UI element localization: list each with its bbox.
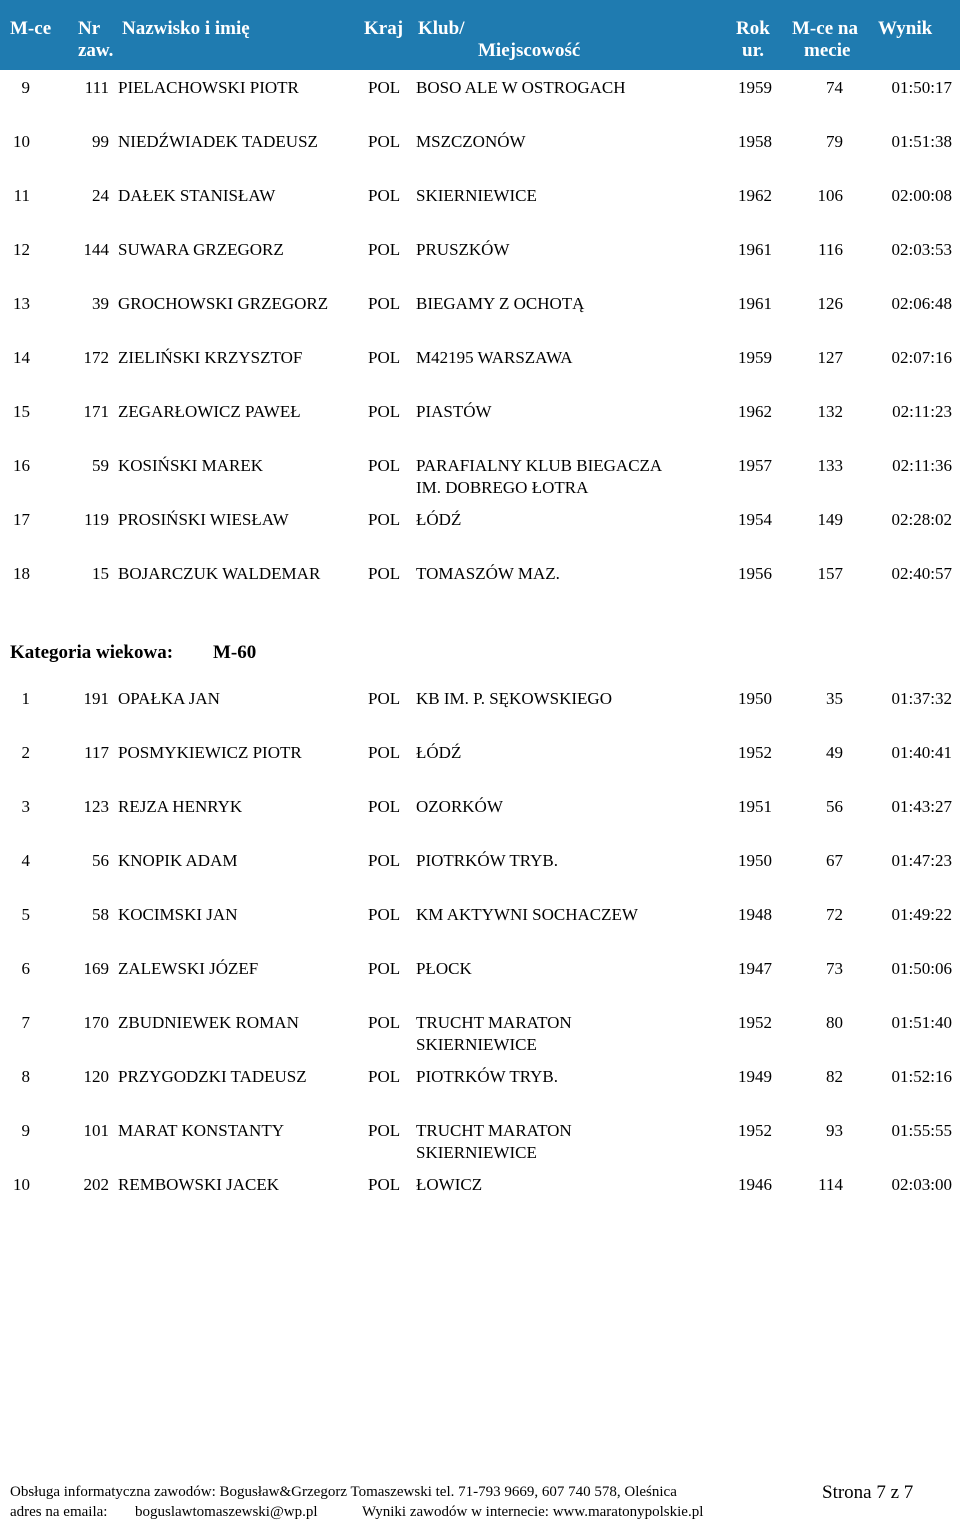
club-cell: TOMASZÓW MAZ. <box>416 564 560 583</box>
club-cell: BOSO ALE W OSTROGACH <box>416 78 626 97</box>
club-cell: OZORKÓW <box>416 797 503 816</box>
country-cell: POL <box>368 797 401 816</box>
runner-name-cell: NIEDŹWIADEK TADEUSZ <box>118 132 318 151</box>
runner-name-cell: BOJARCZUK WALDEMAR <box>118 564 321 583</box>
club-cell: PIOTRKÓW TRYB. <box>416 851 559 870</box>
runner-name-cell: ZALEWSKI JÓZEF <box>118 959 259 978</box>
club-cell-line2: SKIERNIEWICE <box>416 1035 537 1054</box>
bib-number-cell: 191 <box>83 689 109 708</box>
bib-number-cell: 117 <box>84 743 109 762</box>
footer-email[interactable]: boguslawtomaszewski@wp.pl <box>135 1504 318 1520</box>
result-time-cell: 01:52:16 <box>891 1067 952 1086</box>
result-time-cell: 01:37:32 <box>891 689 952 708</box>
result-time-cell: 02:11:23 <box>892 402 952 421</box>
place-cell: 2 <box>21 743 30 762</box>
runner-name-cell: MARAT KONSTANTY <box>118 1121 284 1140</box>
country-cell: POL <box>368 186 401 205</box>
club-cell: KM AKTYWNI SOCHACZEW <box>416 905 638 924</box>
place-cell: 15 <box>13 402 30 421</box>
result-time-cell: 01:55:55 <box>891 1121 952 1140</box>
overall-place-cell: 73 <box>826 959 843 978</box>
runner-name-cell: KOSIŃSKI MAREK <box>118 456 263 475</box>
overall-place-cell: 93 <box>826 1121 843 1140</box>
overall-place-cell: 127 <box>817 348 843 367</box>
result-time-cell: 02:11:36 <box>892 456 952 475</box>
country-cell: POL <box>368 1121 401 1140</box>
country-cell: POL <box>368 402 401 421</box>
overall-place-cell: 132 <box>817 402 843 421</box>
place-cell: 4 <box>21 851 30 870</box>
birth-year-cell: 1948 <box>738 905 772 924</box>
club-cell: PIASTÓW <box>416 402 492 421</box>
footer-credits: Obsługa informatyczna zawodów: Bogusław&Grzegorz Tomaszewski tel. 71-793 9669, 607 740 578, Oleśnica <box>10 1484 677 1500</box>
runner-name-cell: REMBOWSKI JACEK <box>118 1175 280 1194</box>
country-cell: POL <box>368 905 401 924</box>
result-time-cell: 02:28:02 <box>891 510 952 529</box>
header-club-sub: Miejscowość <box>478 40 581 61</box>
header-place: M-ce <box>10 18 52 39</box>
category-label: Kategoria wiekowa: <box>10 642 174 663</box>
overall-place-cell: 133 <box>817 456 843 475</box>
club-cell: ŁOWICZ <box>416 1175 483 1194</box>
place-cell: 3 <box>21 797 30 816</box>
birth-year-cell: 1962 <box>738 402 772 421</box>
birth-year-cell: 1952 <box>738 743 772 762</box>
birth-year-cell: 1959 <box>738 348 772 367</box>
runner-name-cell: GROCHOWSKI GRZEGORZ <box>118 294 329 313</box>
category-value: M-60 <box>213 642 257 663</box>
club-cell: TRUCHT MARATON <box>416 1121 572 1140</box>
place-cell: 10 <box>13 1175 30 1194</box>
birth-year-cell: 1950 <box>738 851 772 870</box>
header-result: Wynik <box>878 18 933 39</box>
place-cell: 9 <box>21 78 30 97</box>
runner-name-cell: ZBUDNIEWEK ROMAN <box>118 1013 299 1032</box>
birth-year-cell: 1956 <box>738 564 772 583</box>
club-cell: ŁÓDŹ <box>416 510 462 529</box>
bib-number-cell: 169 <box>83 959 109 978</box>
country-cell: POL <box>368 1067 401 1086</box>
overall-place-cell: 82 <box>826 1067 843 1086</box>
result-time-cell: 01:43:27 <box>891 797 952 816</box>
place-cell: 14 <box>13 348 30 367</box>
country-cell: POL <box>368 1013 401 1032</box>
club-cell: PIOTRKÓW TRYB. <box>416 1067 559 1086</box>
club-cell-line2: SKIERNIEWICE <box>416 1143 537 1162</box>
birth-year-cell: 1959 <box>738 78 772 97</box>
bib-number-cell: 111 <box>84 78 109 97</box>
runner-name-cell: PIELACHOWSKI PIOTR <box>118 78 299 97</box>
overall-place-cell: 79 <box>826 132 843 151</box>
bib-number-cell: 171 <box>83 402 109 421</box>
result-time-cell: 02:07:16 <box>891 348 952 367</box>
birth-year-cell: 1958 <box>738 132 772 151</box>
header-name: Nazwisko i imię <box>122 18 250 39</box>
bib-number-cell: 15 <box>92 564 109 583</box>
bib-number-cell: 123 <box>83 797 109 816</box>
overall-place-cell: 72 <box>826 905 843 924</box>
place-cell: 6 <box>21 959 30 978</box>
overall-place-cell: 74 <box>826 78 843 97</box>
bib-number-cell: 170 <box>83 1013 109 1032</box>
country-cell: POL <box>368 294 401 313</box>
bib-number-cell: 24 <box>92 186 109 205</box>
bib-number-cell: 119 <box>84 510 109 529</box>
club-cell: PRUSZKÓW <box>416 240 510 259</box>
result-time-cell: 02:03:53 <box>891 240 952 259</box>
country-cell: POL <box>368 689 401 708</box>
runner-name-cell: KNOPIK ADAM <box>118 851 238 870</box>
bib-number-cell: 172 <box>83 348 109 367</box>
club-cell: PŁOCK <box>416 959 472 978</box>
bib-number-cell: 120 <box>83 1067 109 1086</box>
result-time-cell: 02:03:00 <box>891 1175 952 1194</box>
club-cell: TRUCHT MARATON <box>416 1013 572 1032</box>
header-catplace: M-ce na <box>792 18 858 39</box>
club-cell: M42195 WARSZAWA <box>416 348 573 367</box>
overall-place-cell: 67 <box>826 851 843 870</box>
overall-place-cell: 116 <box>818 240 843 259</box>
country-cell: POL <box>368 456 401 475</box>
country-cell: POL <box>368 959 401 978</box>
birth-year-cell: 1961 <box>738 294 772 313</box>
place-cell: 18 <box>13 564 30 583</box>
result-time-cell: 02:00:08 <box>891 186 952 205</box>
overall-place-cell: 80 <box>826 1013 843 1032</box>
place-cell: 13 <box>13 294 30 313</box>
bib-number-cell: 39 <box>92 294 109 313</box>
bib-number-cell: 56 <box>92 851 109 870</box>
result-time-cell: 02:06:48 <box>891 294 952 313</box>
country-cell: POL <box>368 743 401 762</box>
runner-name-cell: SUWARA GRZEGORZ <box>118 240 284 259</box>
header-nr: Nr <box>78 18 101 39</box>
country-cell: POL <box>368 564 401 583</box>
header-club: Klub/ <box>418 18 465 39</box>
category-heading <box>10 641 257 665</box>
bib-number-cell: 58 <box>92 905 109 924</box>
runner-name-cell: PROSIŃSKI WIESŁAW <box>118 510 289 529</box>
runner-name-cell: KOCIMSKI JAN <box>118 905 238 924</box>
runner-name-cell: POSMYKIEWICZ PIOTR <box>118 743 302 762</box>
club-cell: KB IM. P. SĘKOWSKIEGO <box>416 689 612 708</box>
bib-number-cell: 99 <box>92 132 109 151</box>
overall-place-cell: 106 <box>817 186 843 205</box>
birth-year-cell: 1952 <box>738 1013 772 1032</box>
place-cell: 7 <box>21 1013 30 1032</box>
place-cell: 12 <box>13 240 30 259</box>
footer-email-label: adres na emaila: <box>10 1504 108 1520</box>
footer-web[interactable]: Wyniki zawodów w internecie: www.maratonypolskie.pl <box>362 1504 704 1520</box>
result-time-cell: 01:40:41 <box>891 743 952 762</box>
page-number: Strona 7 z 7 <box>822 1482 914 1503</box>
place-cell: 11 <box>13 186 30 205</box>
runner-name-cell: ZEGARŁOWICZ PAWEŁ <box>118 402 301 421</box>
result-time-cell: 01:47:23 <box>891 851 952 870</box>
country-cell: POL <box>368 78 401 97</box>
country-cell: POL <box>368 851 401 870</box>
club-cell: MSZCZONÓW <box>416 132 526 151</box>
result-time-cell: 01:51:38 <box>891 132 952 151</box>
place-cell: 9 <box>21 1121 30 1140</box>
bib-number-cell: 144 <box>83 240 109 259</box>
club-cell: SKIERNIEWICE <box>416 186 537 205</box>
club-cell: ŁÓDŹ <box>416 743 462 762</box>
country-cell: POL <box>368 1175 401 1194</box>
overall-place-cell: 149 <box>817 510 843 529</box>
runner-name-cell: DAŁEK STANISŁAW <box>118 186 276 205</box>
bib-number-cell: 59 <box>92 456 109 475</box>
overall-place-cell: 35 <box>826 689 843 708</box>
overall-place-cell: 157 <box>817 564 843 583</box>
runner-name-cell: REJZA HENRYK <box>118 797 243 816</box>
result-time-cell: 01:50:06 <box>891 959 952 978</box>
country-cell: POL <box>368 132 401 151</box>
birth-year-cell: 1947 <box>738 959 772 978</box>
header-catplace-sub: mecie <box>804 40 851 61</box>
header-year-sub: ur. <box>742 40 765 61</box>
result-time-cell: 01:49:22 <box>891 905 952 924</box>
place-cell: 5 <box>21 905 30 924</box>
overall-place-cell: 49 <box>826 743 843 762</box>
place-cell: 10 <box>13 132 30 151</box>
birth-year-cell: 1946 <box>738 1175 772 1194</box>
overall-place-cell: 114 <box>818 1175 843 1194</box>
runner-name-cell: ZIELIŃSKI KRZYSZTOF <box>118 348 303 367</box>
runner-name-cell: PRZYGODZKI TADEUSZ <box>118 1067 307 1086</box>
place-cell: 16 <box>13 456 30 475</box>
birth-year-cell: 1962 <box>738 186 772 205</box>
table-header <box>0 0 960 70</box>
birth-year-cell: 1954 <box>738 510 772 529</box>
club-cell: BIEGAMY Z OCHOTĄ <box>416 294 585 313</box>
birth-year-cell: 1957 <box>738 456 772 475</box>
club-cell: PARAFIALNY KLUB BIEGACZA <box>416 456 663 475</box>
header-year: Rok <box>736 18 770 39</box>
birth-year-cell: 1961 <box>738 240 772 259</box>
bib-number-cell: 202 <box>83 1175 109 1194</box>
overall-place-cell: 56 <box>826 797 843 816</box>
place-cell: 1 <box>21 689 30 708</box>
place-cell: 8 <box>21 1067 30 1086</box>
club-cell-line2: IM. DOBREGO ŁOTRA <box>416 478 589 497</box>
country-cell: POL <box>368 348 401 367</box>
country-cell: POL <box>368 240 401 259</box>
birth-year-cell: 1952 <box>738 1121 772 1140</box>
birth-year-cell: 1950 <box>738 689 772 708</box>
result-time-cell: 02:40:57 <box>891 564 952 583</box>
birth-year-cell: 1951 <box>738 797 772 816</box>
place-cell: 17 <box>13 510 30 529</box>
overall-place-cell: 126 <box>817 294 843 313</box>
bib-number-cell: 101 <box>83 1121 109 1140</box>
runner-name-cell: OPAŁKA JAN <box>118 689 220 708</box>
result-time-cell: 01:51:40 <box>891 1013 952 1032</box>
birth-year-cell: 1949 <box>738 1067 772 1086</box>
country-cell: POL <box>368 510 401 529</box>
header-kraj: Kraj <box>364 18 404 39</box>
header-nr-sub: zaw. <box>78 40 114 61</box>
result-time-cell: 01:50:17 <box>891 78 952 97</box>
